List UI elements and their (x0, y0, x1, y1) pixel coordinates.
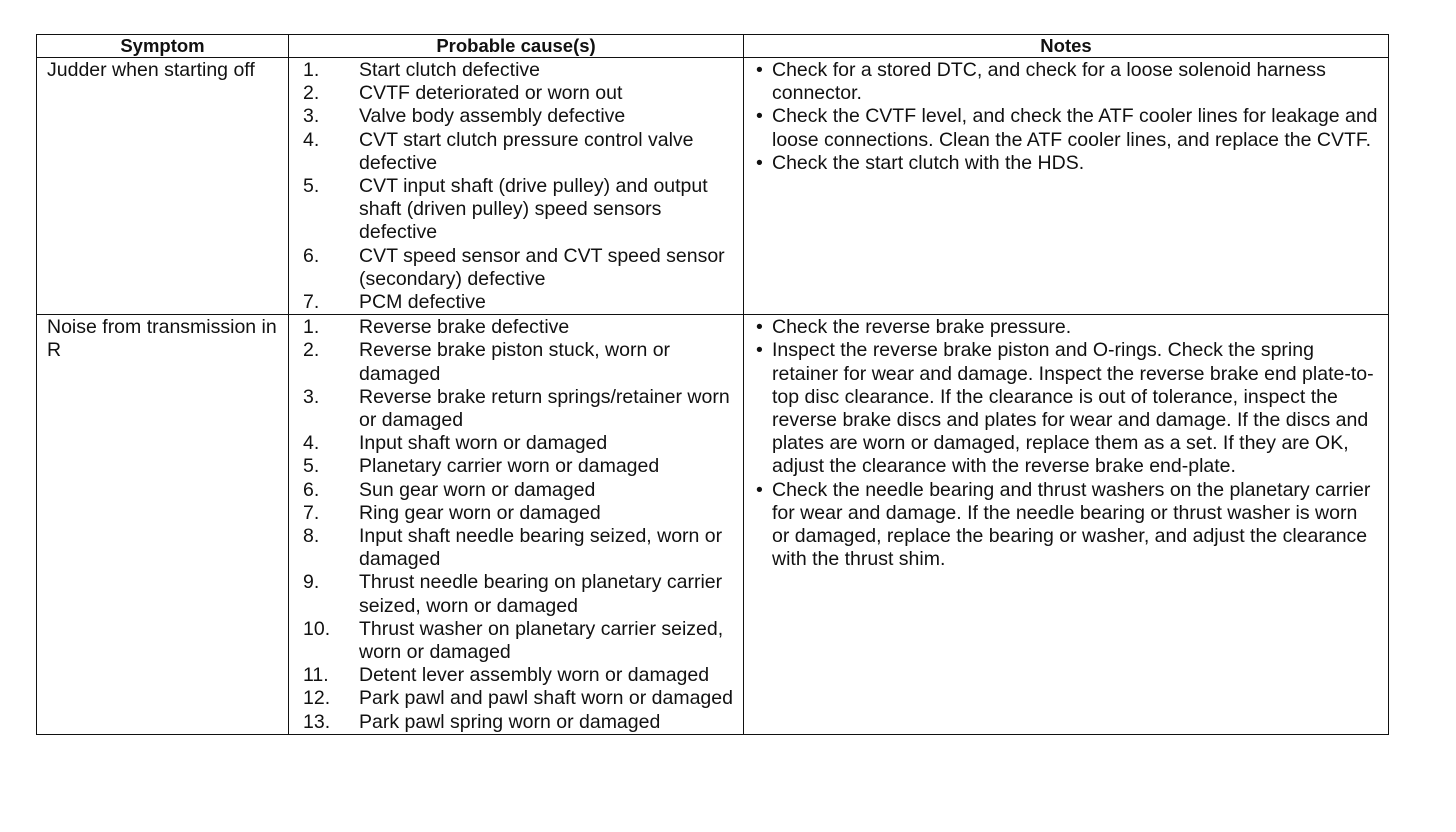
cause-text: Ring gear worn or damaged (359, 501, 601, 524)
cause-text: Reverse brake piston stuck, worn or damaged (359, 339, 671, 385)
cause-text: Park pawl spring worn or damaged (359, 710, 661, 733)
cause-number: 6. (303, 244, 320, 267)
note-text: Inspect the reverse brake piston and O-rings. Check the spring retainer for wear and damage. Inspect the reverse brake end plate-to-top disc clearance. If the clearance is out of tolerance, inspect the reverse brake discs and plates for wear and damage. If the discs and plates are worn or damaged, replace them as a set. If they are OK, adjust the clearance with the reverse brake end-plate. (772, 339, 1374, 478)
causes-list (303, 59, 739, 314)
cause-text: Detent lever assembly worn or damaged (359, 664, 710, 687)
cause-number: 1. (303, 59, 320, 81)
symptom-text: Noise from transmission in R (47, 316, 277, 362)
note-item (756, 59, 1380, 105)
cause-text: Planetary carrier worn or damaged (359, 455, 660, 478)
cause-number: 4. (303, 128, 320, 151)
cause-item (303, 502, 739, 525)
note-text: Check the needle bearing and thrust washers on the planetary carrier for wear and damage. If the needle bearing or thrust washer is worn or damaged, replace the bearing or washer, and adjust the clearance with the thrust shim. (772, 478, 1371, 571)
cause-number: 6. (303, 478, 320, 501)
header-symptom: Symptom (37, 35, 289, 58)
cause-item (303, 571, 739, 617)
notes-list (756, 316, 1380, 571)
causes-cell (289, 58, 744, 315)
table-row (37, 58, 1389, 315)
note-item (756, 339, 1380, 478)
cause-number: 3. (303, 385, 320, 408)
cause-number: 11. (303, 664, 329, 687)
cause-number: 5. (303, 455, 320, 478)
note-text: Check for a stored DTC, and check for a loose solenoid harness connector. (772, 59, 1326, 105)
notes-list (756, 59, 1380, 175)
cause-item (303, 339, 739, 385)
cause-item (303, 316, 739, 339)
cause-text: CVTF deteriorated or worn out (359, 82, 623, 105)
bullet-icon: • (756, 339, 763, 362)
troubleshooting-table (36, 34, 1389, 735)
cause-number: 10. (303, 617, 331, 640)
cause-number: 8. (303, 525, 320, 548)
cause-number: 5. (303, 175, 320, 198)
cause-number: 1. (303, 316, 320, 339)
note-text: Check the reverse brake pressure. (772, 316, 1072, 339)
cause-text: PCM defective (359, 291, 486, 314)
note-item (756, 152, 1380, 175)
note-item (756, 105, 1380, 151)
cause-number: 2. (303, 82, 320, 105)
cause-item (303, 245, 739, 291)
cause-text: Thrust needle bearing on planetary carrier seized, worn or damaged (359, 571, 723, 617)
cause-item (303, 525, 739, 571)
cause-item (303, 479, 739, 502)
cause-item (303, 664, 739, 687)
cause-item (303, 455, 739, 478)
cause-number: 12. (303, 687, 331, 710)
bullet-icon: • (756, 151, 763, 174)
cause-text: Input shaft needle bearing seized, worn or damaged (359, 525, 723, 571)
cause-text: Park pawl and pawl shaft worn or damaged (359, 687, 733, 710)
cause-item (303, 618, 739, 664)
bullet-icon: • (756, 478, 763, 501)
cause-text: Thrust washer on planetary carrier seized, worn or damaged (359, 617, 724, 664)
header-notes: Notes (744, 35, 1389, 58)
symptom-text: Judder when starting off (47, 59, 255, 81)
cause-number: 3. (303, 105, 320, 128)
cause-text: CVT input shaft (drive pulley) and output shaft (driven pulley) speed sensors defective (359, 175, 708, 244)
causes-list (303, 316, 739, 734)
cause-item (303, 82, 739, 105)
header-probable-causes: Probable cause(s) (289, 35, 744, 58)
bullet-icon: • (756, 316, 763, 339)
cause-text: Reverse brake defective (359, 316, 570, 339)
cause-number: 9. (303, 571, 320, 594)
note-item (756, 316, 1380, 339)
cause-number: 4. (303, 432, 320, 455)
cause-number: 7. (303, 501, 320, 524)
symptom-cell (37, 315, 289, 735)
cause-item (303, 175, 739, 245)
cause-item (303, 432, 739, 455)
cause-text: Input shaft worn or damaged (359, 432, 608, 455)
header-row (37, 35, 1389, 58)
table-body (37, 58, 1389, 735)
causes-cell (289, 315, 744, 735)
cause-text: CVT start clutch pressure control valve defective (359, 128, 694, 174)
symptom-cell (37, 58, 289, 315)
cause-item (303, 129, 739, 175)
cause-text: CVT speed sensor and CVT speed sensor (secondary) defective (359, 244, 725, 290)
note-text: Check the start clutch with the HDS. (772, 151, 1085, 174)
cause-number: 2. (303, 339, 320, 362)
bullet-icon: • (756, 105, 763, 128)
cause-item (303, 291, 739, 314)
bullet-icon: • (756, 59, 763, 81)
cause-text: Valve body assembly defective (359, 105, 626, 128)
table-row (37, 315, 1389, 735)
cause-text: Start clutch defective (359, 59, 541, 81)
cause-item (303, 711, 739, 734)
cause-text: Sun gear worn or damaged (359, 478, 596, 501)
cause-item (303, 105, 739, 128)
cause-number: 13. (303, 710, 331, 733)
cause-number: 7. (303, 291, 320, 314)
cause-item (303, 687, 739, 710)
note-text: Check the CVTF level, and check the ATF cooler lines for leakage and loose connections. Clean the ATF cooler lines, and replace the CVTF. (772, 105, 1378, 151)
cause-item (303, 386, 739, 432)
cause-text: Reverse brake return springs/retainer worn or damaged (359, 385, 730, 432)
note-item (756, 479, 1380, 572)
notes-cell (744, 58, 1389, 315)
cause-item (303, 59, 739, 82)
notes-cell (744, 315, 1389, 735)
